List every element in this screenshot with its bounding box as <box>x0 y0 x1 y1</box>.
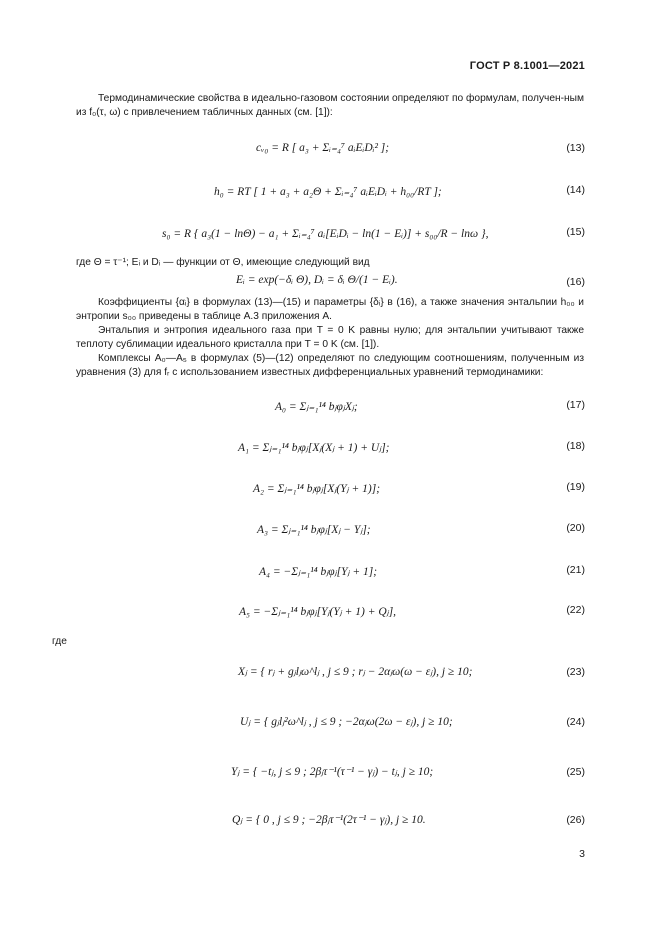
equation-22: A₅ = −Σⱼ₌₁¹⁴ bⱼφⱼ[Yⱼ(Yⱼ + 1) + Qⱼ], <box>239 606 397 618</box>
equation-16: Eᵢ = exp(−δᵢ Θ), Dᵢ = δᵢ Θ/(1 − Eᵢ). <box>236 274 398 286</box>
equation-number-16: (16) <box>566 276 585 288</box>
equation-20: A₃ = Σⱼ₌₁¹⁴ bⱼφⱼ[Xⱼ − Yⱼ]; <box>257 524 371 536</box>
equation-number-23: (23) <box>566 666 585 678</box>
equation-17: A₀ = Σⱼ₌₁¹⁴ bⱼφⱼXⱼ; <box>275 401 358 413</box>
equation-number-19: (19) <box>566 481 585 493</box>
equation-26: Qⱼ = { 0 , j ≤ 9 ; −2βⱼτ⁻¹(2τ⁻¹ − γⱼ), j ≥ 10. <box>232 814 426 826</box>
paragraph-intro: Термодинамические свойства в идеально-газовом состоянии определяют по формулам, получен-ным из f₀(τ, ω) с привлечением табличных данных (см. [1]): <box>76 93 584 119</box>
equation-19: A₂ = Σⱼ₌₁¹⁴ bⱼφⱼ[Xⱼ(Yⱼ + 1)]; <box>253 483 381 495</box>
equation-25: Yⱼ = { −tⱼ, j ≤ 9 ; 2βⱼτ⁻¹(τ⁻¹ − γⱼ) − tⱼ, j ≥ 10; <box>231 766 434 778</box>
equation-number-22: (22) <box>566 604 585 616</box>
equation-number-24: (24) <box>566 716 585 728</box>
paragraph-enthalpy: Энтальпия и энтропия идеального газа при T = 0 K равны нулю; для энтальпии учитывают также теплоту сублимации идеального кристалла при T = 0 K (см. [1]). <box>76 325 584 351</box>
equation-number-15: (15) <box>566 226 585 238</box>
equation-number-20: (20) <box>566 522 585 534</box>
equation-number-13: (13) <box>566 142 585 154</box>
document-header: ГОСТ Р 8.1001—2021 <box>469 60 585 72</box>
equation-14: h₀ = RT [ 1 + a₃ + a₂Θ + Σᵢ₌₄⁷ aᵢEᵢDᵢ + h₀₀/RT ]; <box>214 186 442 198</box>
paragraph-complexes: Комплексы A₀—A₅ в формулах (5)—(12) определяют по следующим соотношениям, полученным из уравнения (3) для fᵣ с использованием известных дифференциальных уравнений термодинамики: <box>76 353 584 379</box>
equation-24: Uⱼ = { gⱼlⱼ²ω^lⱼ , j ≤ 9 ; −2αⱼω(2ω − εⱼ), j ≥ 10; <box>240 716 453 728</box>
equation-number-14: (14) <box>566 184 585 196</box>
equation-21: A₄ = −Σⱼ₌₁¹⁴ bⱼφⱼ[Yⱼ + 1]; <box>259 566 378 578</box>
paragraph-definitions: где Θ = τ⁻¹; Eᵢ и Dᵢ — функции от Θ, имеющие следующий вид <box>76 257 370 268</box>
equation-15: s₀ = R { a₃(1 − lnΘ) − a₁ + Σᵢ₌₄⁷ aᵢ[EᵢDᵢ − ln(1 − Eᵢ)] + s₀₀/R − lnω }, <box>162 228 489 240</box>
equation-number-18: (18) <box>566 440 585 452</box>
equation-13: cᵥ₀ = R [ a₃ + Σᵢ₌₄⁷ aᵢEᵢDᵢ² ]; <box>256 142 390 154</box>
equation-number-26: (26) <box>566 814 585 826</box>
paragraph-coefficients: Коэффициенты {αᵢ} в формулах (13)—(15) и параметры {δᵢ} в (16), а также значения энтальпии h₀₀ и энтропии s₀₀ приведены в таблице А.3 приложения А. <box>76 297 584 323</box>
where-label: где <box>52 636 67 647</box>
page-number: 3 <box>579 848 585 860</box>
equation-number-17: (17) <box>566 399 585 411</box>
equation-18: A₁ = Σⱼ₌₁¹⁴ bⱼφⱼ[Xⱼ(Xⱼ + 1) + Uⱼ]; <box>238 442 390 454</box>
equation-number-25: (25) <box>566 766 585 778</box>
equation-number-21: (21) <box>566 564 585 576</box>
equation-23: Xⱼ = { rⱼ + gⱼlⱼω^lⱼ , j ≤ 9 ; rⱼ − 2αⱼω(ω − εⱼ), j ≥ 10; <box>238 666 473 678</box>
